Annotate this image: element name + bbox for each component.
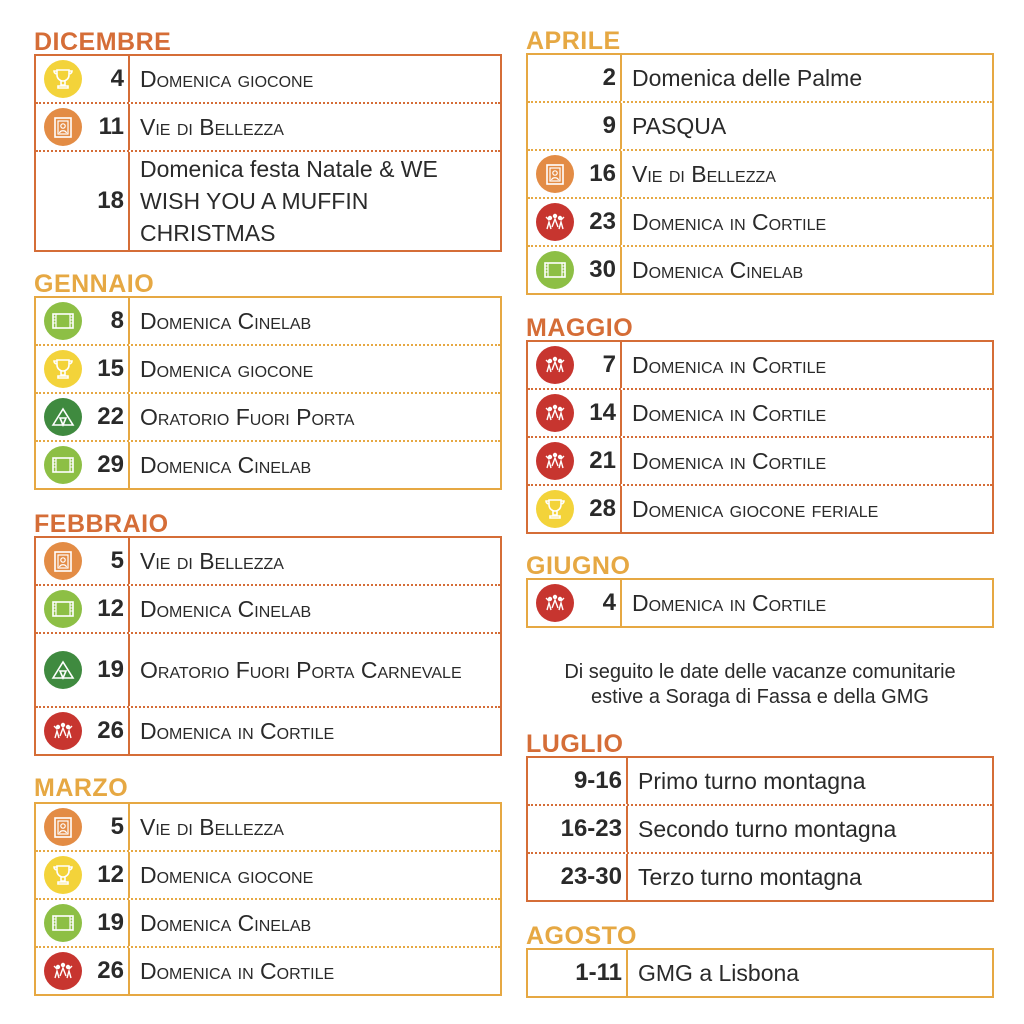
note-line: Di seguito le date delle vacanze comunitarie: [564, 661, 956, 683]
event-title: Domenica giocone: [140, 65, 314, 92]
film-icon: [44, 904, 82, 942]
event-title: Domenica delle Palme: [632, 64, 863, 91]
event-day: 4: [602, 589, 616, 616]
crowd-icon: [536, 442, 574, 480]
table-row: [528, 950, 992, 996]
tent-icon: [44, 651, 82, 689]
event-title: Domenica in Cortile: [632, 208, 827, 235]
event-day: 19: [97, 909, 124, 936]
table-row: [36, 804, 500, 850]
table-row: [36, 538, 500, 584]
table-row: [528, 852, 992, 900]
event-title: Domenica Cinelab: [140, 595, 312, 622]
event-title: Domenica Cinelab: [140, 451, 312, 478]
event-title: PASQUA: [632, 112, 727, 139]
crowd-icon: [44, 952, 82, 990]
table-row: [36, 440, 500, 488]
event-title: Vie di Bellezza: [140, 813, 284, 840]
event-title: Secondo turno montagna: [638, 815, 897, 842]
crowd-icon: [536, 394, 574, 432]
month-title: APRILE: [526, 27, 621, 55]
event-title: Oratorio Fuori Porta: [140, 403, 355, 430]
event-day: 26: [97, 957, 124, 984]
table-row: [36, 150, 500, 250]
table-row: [528, 580, 992, 626]
crowd-icon: [536, 346, 574, 384]
table-row: [36, 298, 500, 344]
event-day: 15: [97, 355, 124, 382]
event-day: 23-30: [560, 863, 622, 890]
event-title: GMG a Lisbona: [638, 959, 800, 986]
event-day: 28: [589, 495, 616, 522]
trophy-icon: [44, 856, 82, 894]
event-title: Domenica in Cortile: [140, 717, 335, 744]
event-day: 4: [110, 65, 124, 92]
month-title: LUGLIO: [526, 730, 624, 758]
table-row: [36, 632, 500, 706]
event-day: 2: [602, 64, 616, 91]
event-day: 14: [589, 399, 616, 426]
event-day: 9-16: [573, 767, 622, 794]
film-icon: [536, 251, 574, 289]
table-row: [36, 344, 500, 392]
table-row: [36, 56, 500, 102]
table-row: [36, 584, 500, 632]
crowd-icon: [44, 712, 82, 750]
event-day: 16: [589, 160, 616, 187]
table-row: [36, 850, 500, 898]
table-row: [36, 102, 500, 150]
event-day: 1-11: [575, 959, 622, 986]
table-row: [36, 946, 500, 994]
table-row: [528, 758, 992, 804]
event-title: Terzo turno montagna: [638, 863, 862, 890]
table-row: [36, 706, 500, 754]
events-table: [526, 340, 994, 534]
event-day: 19: [97, 656, 124, 683]
table-row: [528, 436, 992, 484]
table-row: [528, 101, 992, 149]
portrait-frame-icon: [44, 108, 82, 146]
events-table: [34, 54, 502, 252]
event-title: Domenica giocone: [140, 355, 314, 382]
summer-note: [526, 660, 994, 710]
event-title: Vie di Bellezza: [140, 547, 284, 574]
event-day: 22: [97, 403, 124, 430]
month-title: MAGGIO: [526, 314, 634, 342]
month-title: DICEMBRE: [34, 28, 172, 56]
month-title: FEBBRAIO: [34, 510, 169, 538]
event-day: 7: [602, 351, 616, 378]
table-row: [528, 342, 992, 388]
crowd-icon: [536, 584, 574, 622]
note-line: estive a Soraga di Fassa e della GMG: [591, 686, 929, 708]
event-day: 30: [589, 256, 616, 283]
portrait-frame-icon: [536, 155, 574, 193]
event-title: Domenica in Cortile: [632, 447, 827, 474]
event-title: Domenica Cinelab: [632, 256, 804, 283]
event-day: 21: [589, 447, 616, 474]
table-row: [528, 388, 992, 436]
event-title: Domenica in Cortile: [140, 957, 335, 984]
tent-icon: [44, 398, 82, 436]
event-title: Primo turno montagna: [638, 767, 866, 794]
event-title: Vie di Bellezza: [140, 113, 284, 140]
trophy-icon: [44, 60, 82, 98]
event-title: Oratorio Fuori Porta Carnevale: [140, 656, 462, 683]
event-title: Domenica giocone: [140, 861, 314, 888]
table-row: [36, 392, 500, 440]
table-row: [36, 898, 500, 946]
event-title: Vie di Bellezza: [632, 160, 776, 187]
events-table: [526, 578, 994, 628]
table-row: [528, 484, 992, 532]
event-day: 16-23: [560, 815, 622, 842]
events-table: [34, 296, 502, 490]
event-day: 5: [110, 547, 124, 574]
film-icon: [44, 302, 82, 340]
events-table: [34, 536, 502, 756]
trophy-icon: [44, 350, 82, 388]
event-title: Domenica in Cortile: [632, 589, 827, 616]
table-row: [528, 245, 992, 293]
table-row: [528, 149, 992, 197]
portrait-frame-icon: [44, 808, 82, 846]
events-table: [526, 756, 994, 902]
table-row: [528, 804, 992, 852]
events-table: [34, 802, 502, 996]
event-day: 5: [110, 813, 124, 840]
month-title: GIUGNO: [526, 552, 631, 580]
event-title: Domenica festa Natale & WE WISH YOU A MUFFIN CHRISTMAS: [140, 156, 438, 246]
event-day: 26: [97, 717, 124, 744]
event-day: 23: [589, 208, 616, 235]
table-row: [528, 55, 992, 101]
event-day: 29: [97, 451, 124, 478]
event-day: 9: [602, 112, 616, 139]
table-row: [528, 197, 992, 245]
month-title: AGOSTO: [526, 922, 637, 950]
portrait-frame-icon: [44, 542, 82, 580]
event-day: 11: [98, 113, 124, 140]
event-day: 12: [97, 861, 124, 888]
event-day: 18: [97, 187, 124, 214]
event-title: Domenica in Cortile: [632, 351, 827, 378]
crowd-icon: [536, 203, 574, 241]
month-title: GENNAIO: [34, 270, 155, 298]
event-title: Domenica in Cortile: [632, 399, 827, 426]
event-title: Domenica Cinelab: [140, 307, 312, 334]
trophy-icon: [536, 490, 574, 528]
month-title: MARZO: [34, 774, 129, 802]
events-table: [526, 53, 994, 295]
film-icon: [44, 590, 82, 628]
events-table: [526, 948, 994, 998]
event-day: 12: [97, 595, 124, 622]
event-title: Domenica Cinelab: [140, 909, 312, 936]
event-title: Domenica giocone feriale: [632, 495, 879, 522]
event-day: 8: [110, 307, 124, 334]
film-icon: [44, 446, 82, 484]
